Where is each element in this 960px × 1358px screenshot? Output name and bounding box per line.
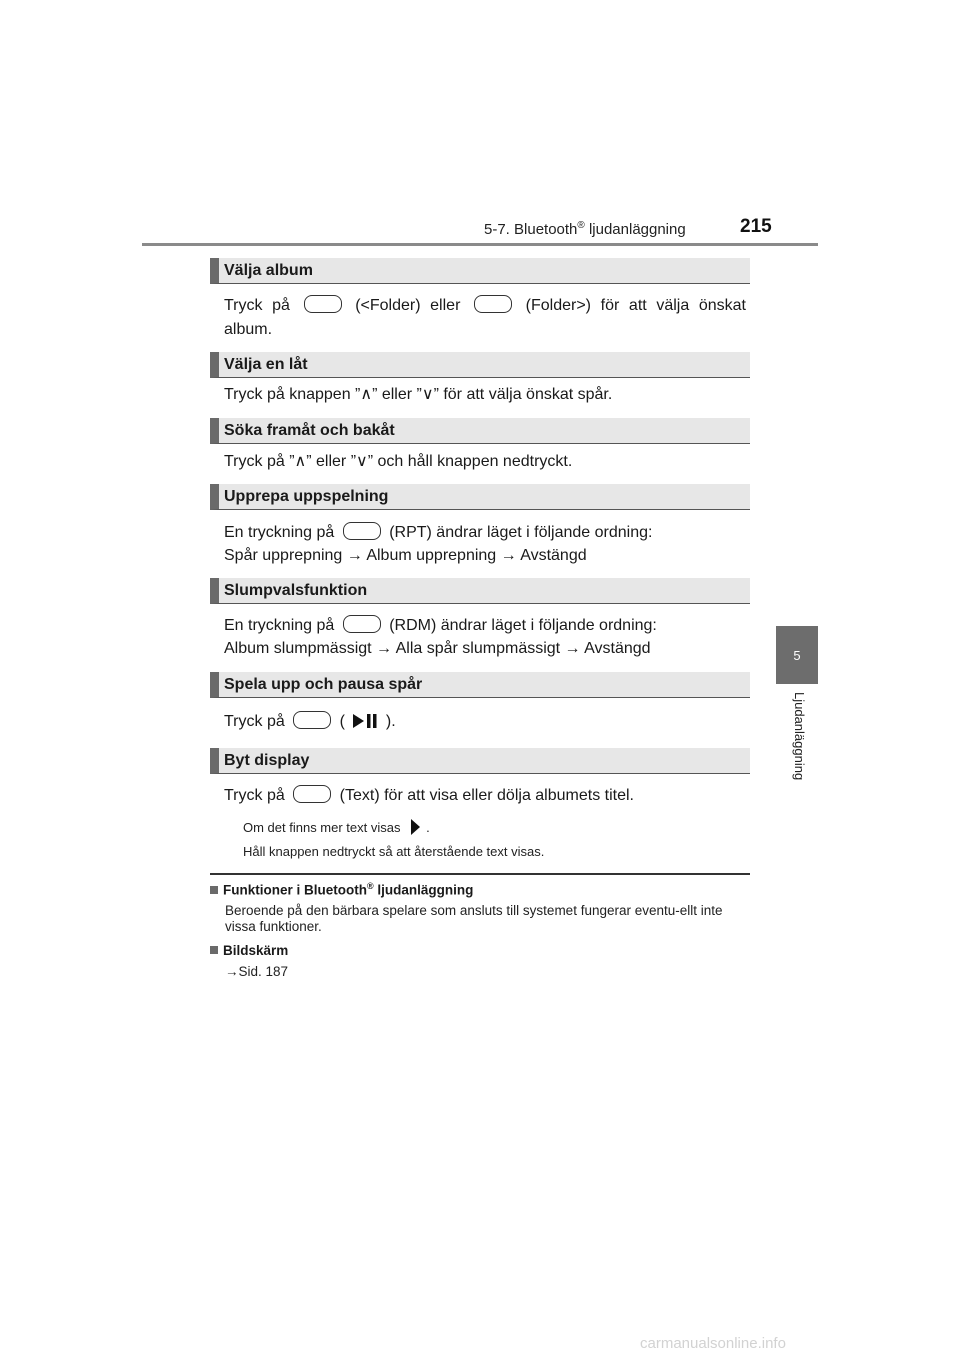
heading-play-pause: Spela upp och pausa spår — [210, 672, 750, 698]
note-functions-title: Funktioner i Bluetooth® ljudanläggning — [210, 881, 473, 898]
bullet-square-icon — [210, 886, 218, 894]
watermark: carmanualsonline.info — [640, 1335, 786, 1352]
note-screen-title: Bildskärm — [210, 943, 288, 958]
play-pause-text: Tryck på ( ). — [224, 713, 396, 730]
select-album-text: Tryck på (<Folder) eller (Folder>) för att välja önskat — [224, 297, 747, 314]
folder-up-button-icon — [474, 295, 512, 313]
section-title: 5-7. Bluetooth® ljudanläggning — [484, 220, 686, 238]
play-button-icon — [293, 711, 331, 729]
random-sequence: Album slumpmässigt → Alla spår slumpmässigt → Avstängd — [224, 640, 651, 657]
heading-select-album: Välja album — [210, 258, 750, 284]
select-album-text-line2: album. — [224, 321, 273, 338]
display-note-1: Om det finns mer text visas . — [243, 820, 430, 835]
heading-change-display: Byt display — [210, 748, 750, 774]
text-button-icon — [293, 785, 331, 803]
header-rule — [142, 243, 818, 246]
heading-repeat: Upprepa uppspelning — [210, 484, 750, 510]
chapter-label: Ljudanläggning — [792, 692, 807, 781]
notes-separator — [210, 873, 750, 875]
note-functions-body: Beroende på den bärbara spelare som ansluts till systemet fungerar eventu-ellt inte vissa funktioner. — [225, 903, 723, 934]
heading-search: Söka framåt och bakåt — [210, 418, 750, 444]
select-track-text: Tryck på knappen ”∧” eller ”∨” för att välja önskat spår. — [224, 386, 613, 403]
note-screen-link[interactable]: →Sid. 187 — [225, 964, 289, 979]
folder-down-button-icon — [304, 295, 342, 313]
repeat-sequence: Spår upprepning → Album upprepning → Avstängd — [224, 547, 587, 564]
random-text: En tryckning på (RDM) ändrar läget i följande ordning: — [224, 617, 657, 634]
search-text: Tryck på ”∧” eller ”∨” och håll knappen nedtryckt. — [224, 453, 573, 470]
bullet-square-icon — [210, 946, 218, 954]
play-pause-icon — [351, 712, 379, 730]
repeat-text: En tryckning på (RPT) ändrar läget i följande ordning: — [224, 524, 653, 541]
display-note-2: Håll knappen nedtryckt så att återstående text visas. — [243, 844, 545, 859]
change-display-text: Tryck på (Text) för att visa eller dölja albumets titel. — [224, 787, 634, 804]
heading-select-track: Välja en låt — [210, 352, 750, 378]
page-number: 215 — [740, 216, 772, 237]
rpt-button-icon — [343, 522, 381, 540]
more-text-arrow-icon — [407, 818, 423, 836]
rdm-button-icon — [343, 615, 381, 633]
chapter-tab: 5 — [776, 626, 818, 684]
heading-random: Slumpvalsfunktion — [210, 578, 750, 604]
